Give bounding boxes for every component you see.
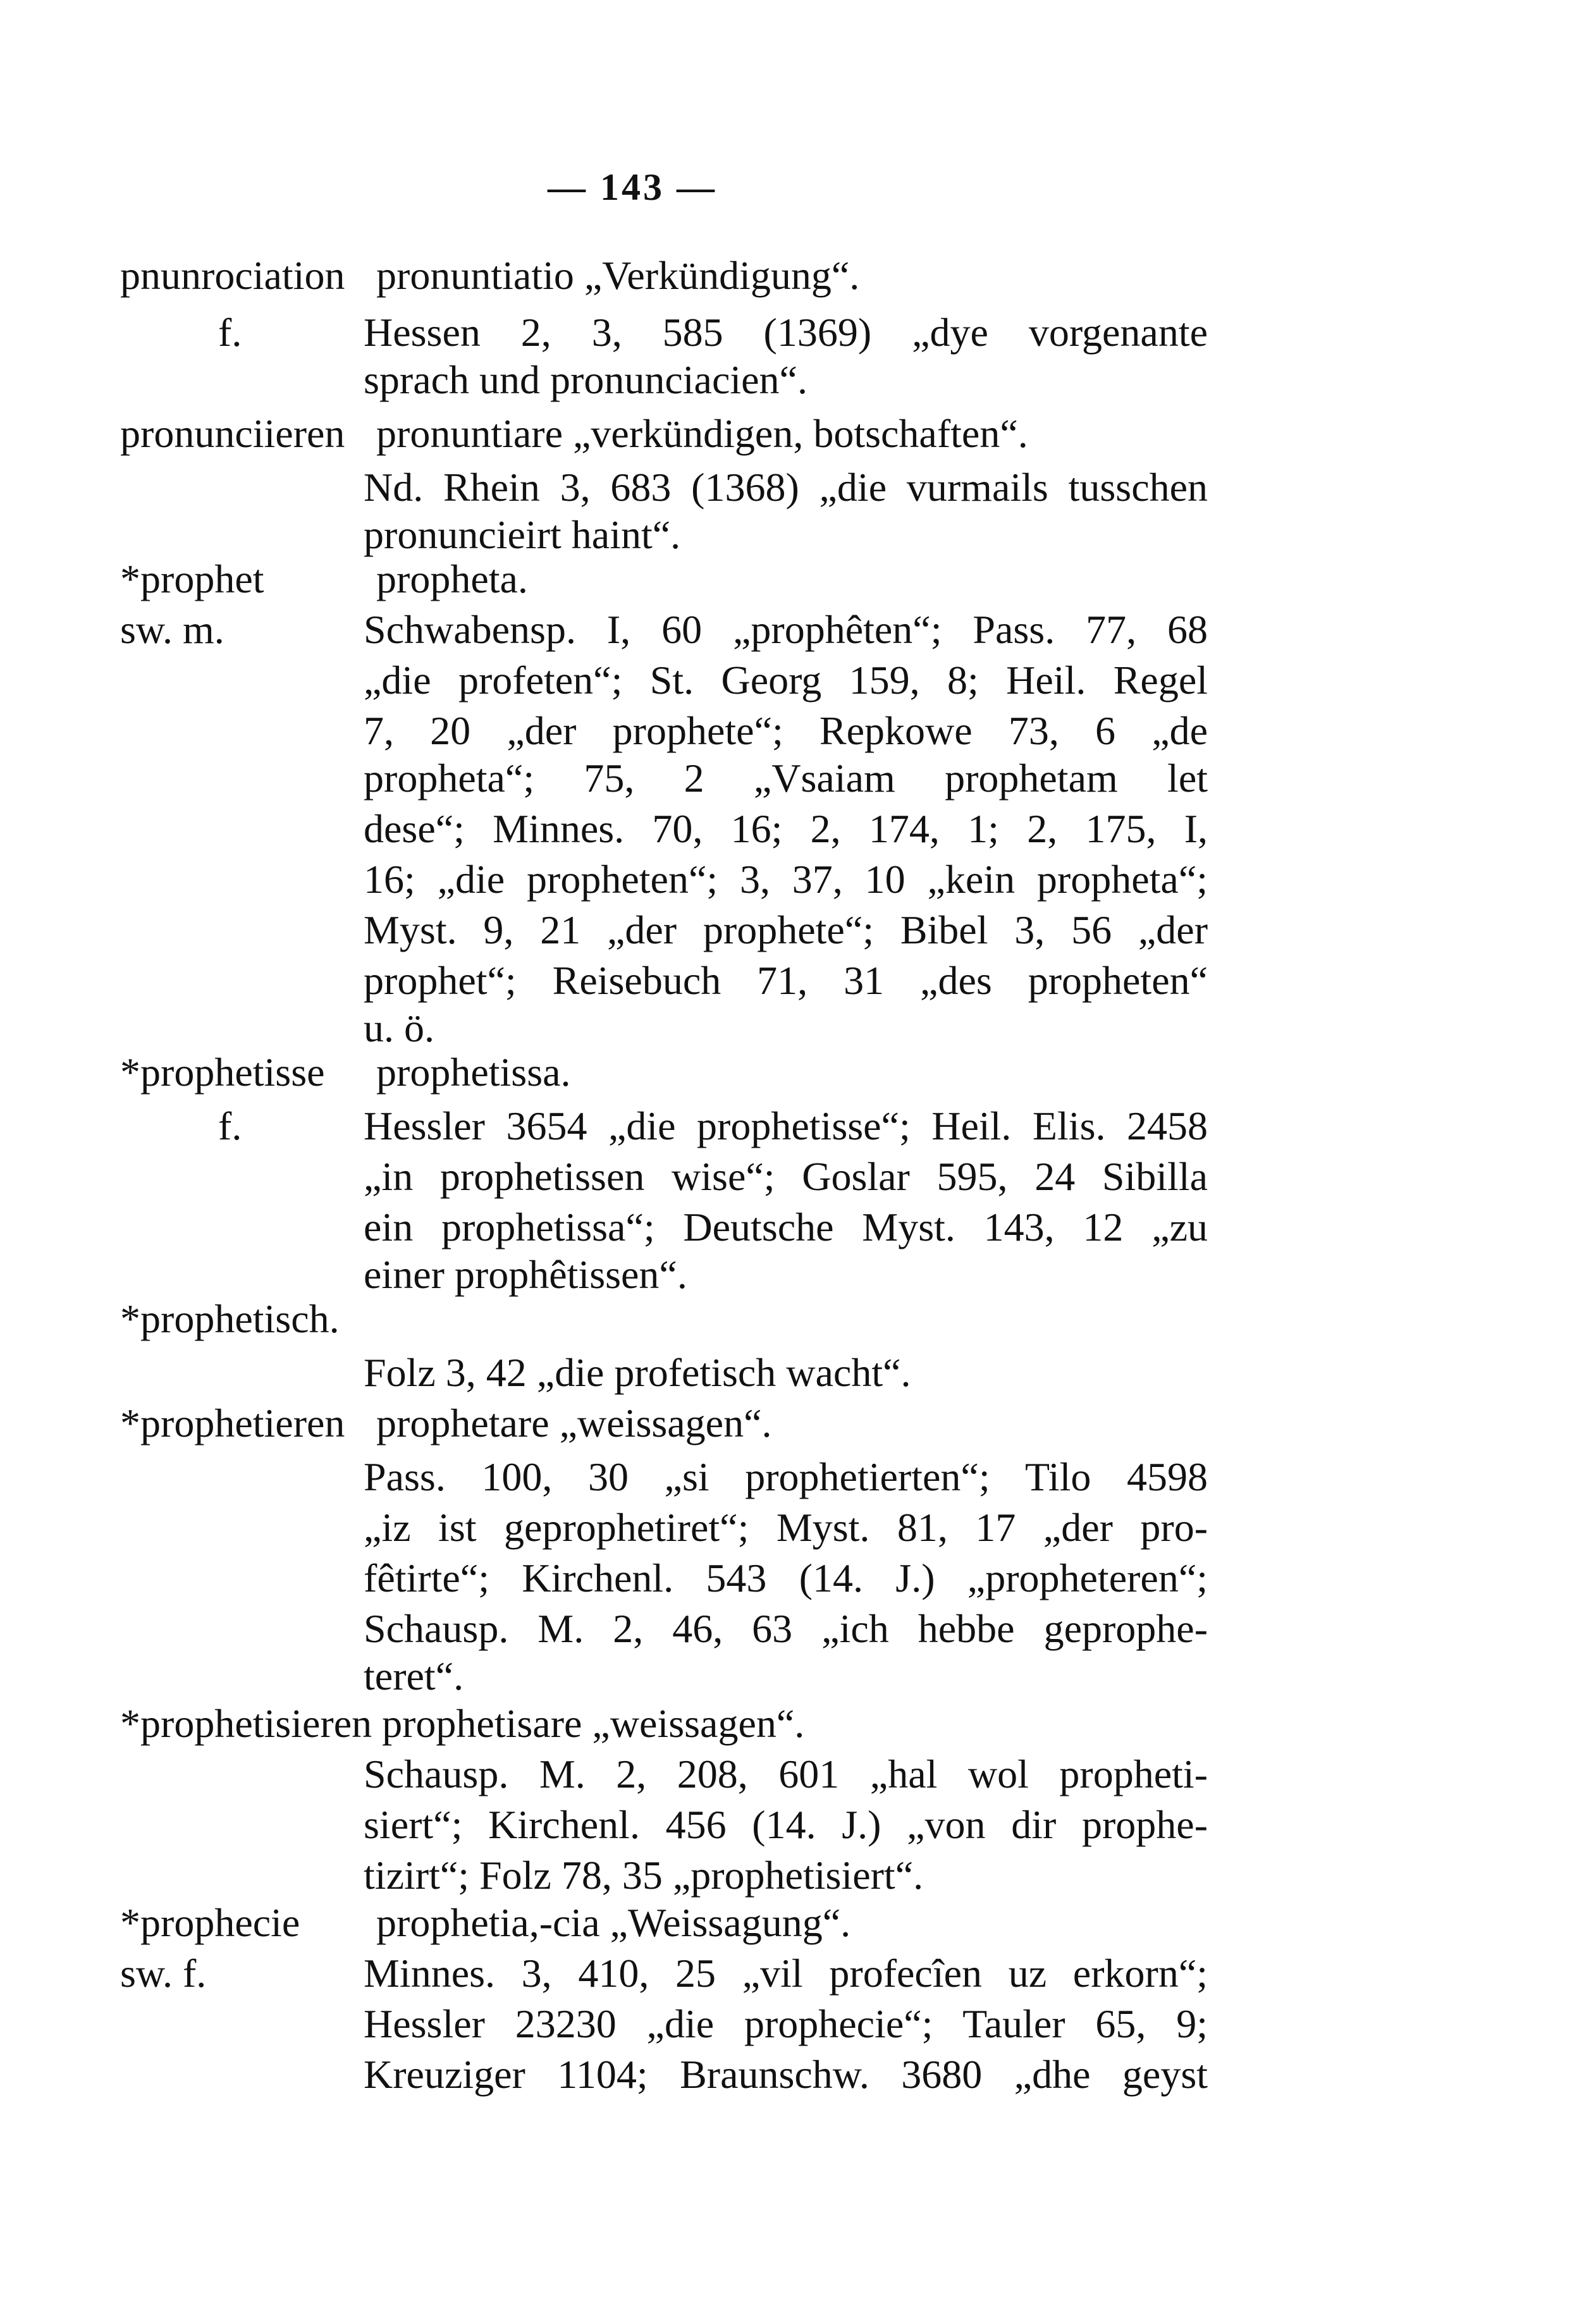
lemma: pnunrociation	[120, 253, 345, 298]
citation-line: propheta“; 75, 2 „Vsaiam prophetam let	[364, 756, 1208, 801]
citation-line: Hessler 3654 „die prophetisse“; Heil. Elis. 2458	[364, 1103, 1208, 1148]
grammar-label: f.	[218, 1103, 242, 1148]
citation-line: siert“; Kirchenl. 456 (14. J.) „von dir prophe-	[364, 1802, 1208, 1847]
lemma: *prophetisieren prophetisare „weissagen“.	[120, 1701, 805, 1746]
citation-line: 7, 20 „der prophete“; Repkowe 73, 6 „de	[364, 708, 1208, 753]
citation-line: Schausp. M. 2, 46, 63 „ich hebbe geprophe-	[364, 1606, 1208, 1651]
citation-line: „die profeten“; St. Georg 159, 8; Heil. Regel	[364, 658, 1208, 703]
definition: prophetia,-cia „Weissagung“.	[376, 1900, 851, 1945]
grammar-label: f.	[218, 310, 242, 355]
citation-line: dese“; Minnes. 70, 16; 2, 174, 1; 2, 175, I,	[364, 806, 1208, 851]
citation-line: teret“.	[364, 1654, 464, 1698]
citation-line: ein prophetissa“; Deutsche Myst. 143, 12 „zu	[364, 1205, 1208, 1249]
lemma: *prophet	[120, 556, 264, 601]
citation-line: Schwabensp. I, 60 „prophêten“; Pass. 77, 68	[364, 607, 1208, 652]
citation-line: Hessen 2, 3, 585 (1369) „dye vorgenante	[364, 310, 1208, 355]
citation-line: Kreuziger 1104; Braunschw. 3680 „dhe geyst	[364, 2052, 1208, 2097]
citation-line: Hessler 23230 „die prophecie“; Tauler 65, 9;	[364, 2001, 1208, 2046]
citation-line: „in prophetissen wise“; Goslar 595, 24 Sibilla	[364, 1154, 1208, 1199]
citation-line: Folz 3, 42 „die profetisch wacht“.	[364, 1350, 911, 1395]
citation-line: prophet“; Reisebuch 71, 31 „des propheten“	[364, 958, 1208, 1003]
lemma: pronunciieren	[120, 411, 345, 456]
definition: prophetare „weissagen“.	[376, 1401, 772, 1445]
citation-line: einer prophêtissen“.	[364, 1252, 687, 1297]
grammar-label: sw. m.	[120, 607, 224, 652]
citation-line: u. ö.	[364, 1005, 434, 1050]
grammar-label: sw. f.	[120, 1951, 207, 1996]
citation-line: sprach und pronunciacien“.	[364, 357, 807, 402]
citation-line: tizirt“; Folz 78, 35 „prophetisiert“.	[364, 1853, 924, 1898]
definition: prophetissa.	[376, 1050, 571, 1095]
citation-line: 16; „die propheten“; 3, 37, 10 „kein propheta“;	[364, 857, 1208, 902]
citation-line: „iz ist geprophetiret“; Myst. 81, 17 „der pro-	[364, 1505, 1208, 1550]
definition: pronuntiare „verkündigen, botschaften“.	[376, 411, 1028, 456]
citation-line: Minnes. 3, 410, 25 „vil profecîen uz erkorn“;	[364, 1951, 1208, 1996]
citation-line: Pass. 100, 30 „si prophetierten“; Tilo 4598	[364, 1454, 1208, 1499]
lemma: *prophetieren	[120, 1401, 345, 1445]
lemma: *prophetisch.	[120, 1296, 340, 1341]
lemma: *prophecie	[120, 1900, 300, 1945]
citation-line: Schausp. M. 2, 208, 601 „hal wol propheti-	[364, 1752, 1208, 1796]
definition: propheta.	[376, 556, 528, 601]
citation-line: Myst. 9, 21 „der prophete“; Bibel 3, 56 „der	[364, 907, 1208, 952]
definition: pronuntiatio „Verkündigung“.	[376, 253, 860, 298]
lemma: *prophetisse	[120, 1050, 325, 1095]
citation-line: Nd. Rhein 3, 683 (1368) „die vurmails tusschen	[364, 465, 1208, 510]
page-number: — 143 —	[548, 166, 717, 208]
citation-line: fêtirte“; Kirchenl. 543 (14. J.) „propheteren“;	[364, 1556, 1208, 1600]
citation-line: pronuncieirt haint“.	[364, 512, 681, 557]
